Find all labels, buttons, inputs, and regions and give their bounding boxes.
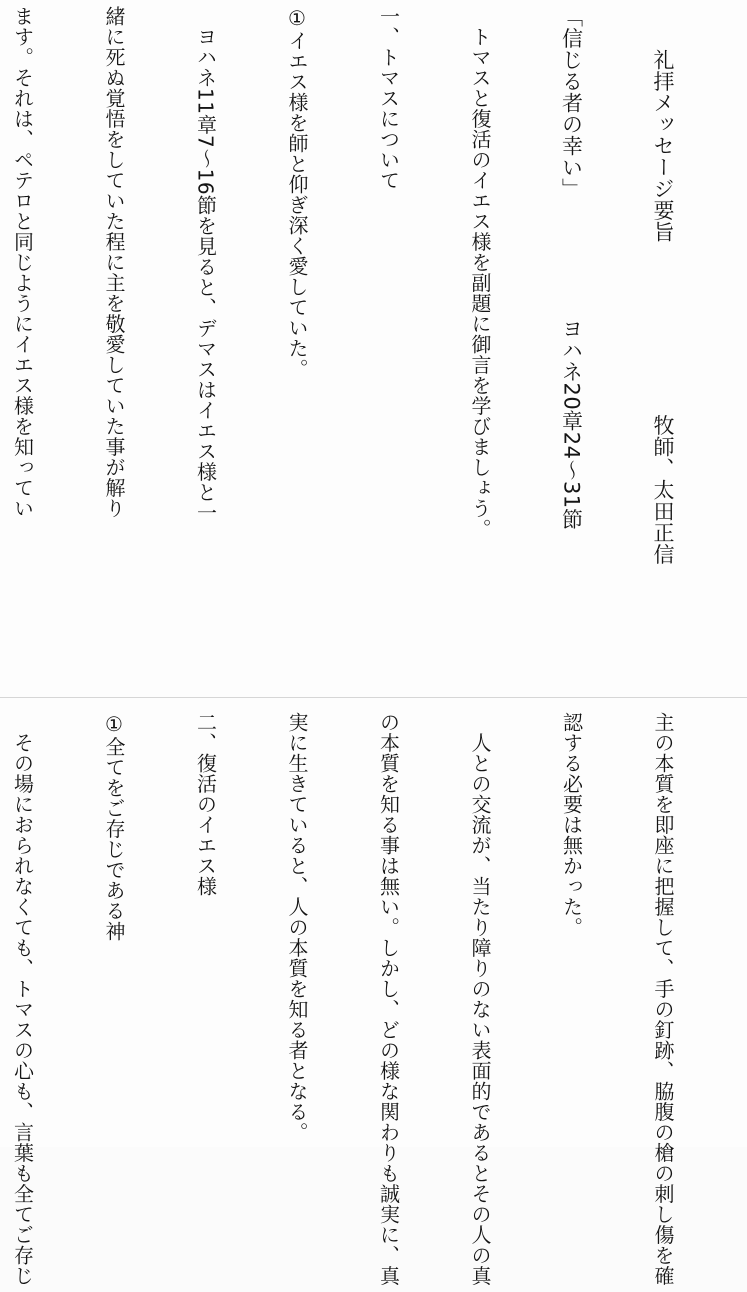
text-line: 人との交流が、当たり障りのない表面的であるとその人の真 xyxy=(468,712,492,1286)
section-heading: 二、復活のイエス様 xyxy=(193,712,218,897)
section-heading: 一、トマスについて xyxy=(376,6,401,191)
text-line: その場におられなくても、トマスの心も、言葉も全てご存じ xyxy=(10,712,35,1286)
section-divider xyxy=(0,697,747,698)
text-line: 実に生きていると、人の本質を知る者となる。 xyxy=(285,712,309,1143)
sermon-upper-section xyxy=(0,6,739,686)
text-line: ます。それは、ペテロと同じようにイエス様を知ってい xyxy=(10,6,35,519)
text-line: 緒に死ぬ覚悟をしていた程に主を敬愛していた事が解り xyxy=(102,6,126,519)
sermon-title-line: 「信じる者の幸い」 ヨハネ20章24～31節 xyxy=(559,6,584,531)
text-line: トマスと復活のイエス様を副題に御言を学びましょう。 xyxy=(468,6,492,539)
header-line: 礼拝メッセージ要旨 牧師、太田正信 xyxy=(651,6,675,565)
text-line: の本質を知る事は無い。しかし、どの様な関わりも誠実に、真 xyxy=(376,712,401,1286)
sermon-lower-section xyxy=(0,712,739,1286)
point-heading: ①全てをご存じである神 xyxy=(102,712,126,942)
text-line: 認する必要は無かった。 xyxy=(559,712,584,938)
text-line: 主の本質を即座に把握して、手の釘跡、脇腹の槍の刺し傷を確 xyxy=(651,712,675,1286)
text-line: ヨハネ11章7～16節を見ると、デマスはイエス様と一 xyxy=(193,6,218,524)
point-heading: ①イエス様を師と仰ぎ深く愛していた。 xyxy=(285,6,309,379)
